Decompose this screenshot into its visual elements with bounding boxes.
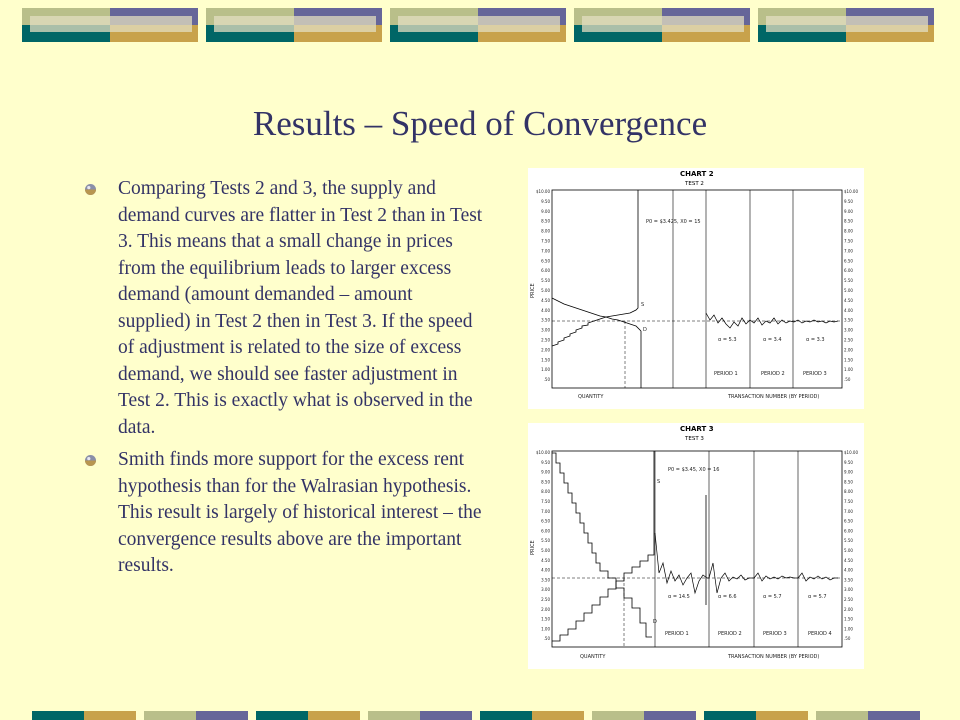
chart-y-tick-label: 4.50: [541, 297, 550, 303]
chart-curve-label: D: [653, 619, 657, 625]
chart-y-tick-label: 5.00: [541, 288, 550, 293]
chart-alpha-label: α = 3.4: [763, 337, 782, 343]
chart-x-label: TRANSACTION NUMBER (BY PERIOD): [728, 654, 820, 660]
bullet-list: [84, 176, 484, 586]
chart-2-figure: [528, 168, 864, 409]
chart-y-tick-label: $10.00: [536, 450, 550, 455]
chart-y-tick-label: 7.00: [541, 508, 550, 514]
chart-y-tick-label: 1.50: [541, 616, 550, 622]
bullet-item: [84, 447, 484, 580]
chart-y-tick-label: 6.50: [844, 258, 853, 264]
chart-y-tick-label: 1.50: [844, 357, 853, 363]
chart-curve-label: S: [657, 479, 661, 485]
chart-subtitle: TEST 2: [685, 181, 704, 187]
chart-3-image: [528, 423, 864, 669]
chart-title: CHART 3: [680, 425, 714, 433]
chart-y-tick-label: 9.50: [541, 459, 550, 465]
bullet-text: Smith finds more support for the excess rent hypothesis than for the Walrasian hypothesis. This result is largely of historical interest – the convergence results above are the important results.: [118, 449, 482, 576]
chart-equilibrium-label: P0 = $3.425, X0 = 15: [646, 219, 701, 225]
chart-y-tick-label: 5.00: [844, 288, 853, 293]
chart-period-label: PERIOD 2: [761, 371, 785, 377]
band-tile: [758, 8, 934, 42]
chart-y-tick-label: 9.50: [541, 198, 550, 204]
chart-y-tick-label: 9.00: [844, 208, 853, 214]
chart-y-tick-label: .50: [844, 636, 851, 642]
chart-y-tick-label: 5.50: [844, 278, 853, 284]
chart-equilibrium-label: P0 = $3.45, X0 = 16: [668, 467, 720, 473]
bullet-text: Comparing Tests 2 and 3, the supply and demand curves are flatter in Test 2 than in Test 3. This means that a small change in prices from the equilibrium leads to larger excess demand (amount demanded – amount supplied) in Test 2 then in Test 3. If the speed of adjustment is related to the size of excess demand, we should see faster adjustment in Test 2. This is exactly what is observed in the data.: [118, 178, 483, 438]
chart-y-tick-label: 4.50: [844, 557, 853, 563]
chart-y-tick-label: 8.00: [541, 228, 550, 234]
chart-y-tick-label: 2.00: [541, 347, 550, 353]
chart-y-tick-label: 2.50: [541, 337, 550, 343]
chart-y-tick-label: .50: [543, 377, 550, 383]
chart-alpha-label: α = 5.3: [718, 337, 737, 343]
chart-y-tick-label: 3.00: [541, 327, 550, 333]
chart-y-tick-label: 8.00: [844, 228, 853, 234]
chart-y-tick-label: 6.50: [541, 518, 550, 524]
top-decorative-band: [0, 0, 960, 46]
chart-y-tick-label: 7.50: [844, 499, 853, 504]
chart-y-tick-label: 3.00: [844, 327, 853, 333]
chart-y-tick-label: 2.00: [844, 347, 853, 353]
chart-y-tick-label: 7.50: [844, 238, 853, 244]
chart-y-tick-label: 9.50: [844, 459, 853, 465]
chart-y-tick-label: 6.50: [541, 258, 550, 264]
chart-y-tick-label: 4.50: [844, 297, 853, 303]
chart-y-tick-label: 6.50: [844, 518, 853, 524]
chart-y-tick-label: .50: [543, 636, 550, 642]
chart-period-label: PERIOD 1: [665, 631, 689, 637]
chart-subtitle: TEST 3: [685, 436, 704, 442]
chart-y-tick-label: $10.00: [536, 189, 550, 194]
chart-y-tick-label: 3.00: [541, 587, 550, 593]
chart-y-tick-label: 1.00: [844, 367, 853, 373]
chart-alpha-label: α = 6.6: [718, 594, 737, 600]
chart-y-tick-label: 8.50: [844, 218, 853, 224]
chart-alpha-label: α = 5.7: [808, 594, 827, 600]
chart-period-label: PERIOD 3: [803, 371, 827, 377]
sphere-bullet-icon: [84, 454, 97, 467]
bullet-item: [84, 176, 484, 441]
chart-y-tick-label: 6.00: [844, 268, 853, 274]
chart-x-label: QUANTITY: [578, 394, 604, 400]
chart-y-tick-label: 4.00: [541, 307, 550, 313]
chart-period-label: PERIOD 1: [714, 371, 738, 377]
chart-3-figure: [528, 423, 864, 669]
chart-x-label: TRANSACTION NUMBER (BY PERIOD): [728, 394, 820, 400]
chart-y-tick-label: 2.00: [541, 606, 550, 612]
chart-period-label: PERIOD 2: [718, 631, 742, 637]
chart-y-label: PRICE: [530, 283, 536, 298]
chart-y-tick-label: 5.50: [541, 538, 550, 544]
chart-y-tick-label: 3.00: [844, 587, 853, 593]
chart-y-tick-label: 5.00: [541, 548, 550, 553]
chart-y-tick-label: 4.00: [844, 567, 853, 573]
chart-alpha-label: α = 5.7: [763, 594, 782, 600]
chart-y-tick-label: 4.50: [541, 557, 550, 563]
chart-y-tick-label: 4.00: [844, 307, 853, 313]
chart-y-tick-label: 8.00: [844, 489, 853, 495]
chart-y-tick-label: 6.00: [541, 268, 550, 274]
chart-y-tick-label: 4.00: [541, 567, 550, 573]
chart-y-tick-label: 7.00: [844, 508, 853, 514]
chart-y-label: PRICE: [530, 540, 536, 555]
chart-y-tick-label: 2.50: [844, 337, 853, 343]
chart-y-tick-label: 5.50: [844, 538, 853, 544]
chart-y-tick-label: 2.50: [844, 597, 853, 602]
chart-y-tick-label: 2.50: [541, 597, 550, 602]
chart-alpha-label: α = 3.3: [806, 337, 825, 343]
chart-y-tick-label: 7.50: [541, 499, 550, 504]
band-tile: [22, 8, 198, 42]
chart-y-tick-label: 5.50: [541, 278, 550, 284]
band-tile: [206, 8, 382, 42]
chart-y-tick-label: 8.00: [541, 489, 550, 495]
chart-y-tick-label: 3.50: [541, 577, 550, 583]
chart-y-tick-label: 1.00: [844, 626, 853, 632]
chart-y-tick-label: 8.50: [541, 479, 550, 485]
band-tile: [574, 8, 750, 42]
chart-y-tick-label: 1.00: [541, 626, 550, 632]
chart-y-tick-label: 1.50: [541, 357, 550, 363]
chart-curve-label: S: [641, 302, 645, 308]
slide-title: Results – Speed of Convergence: [252, 104, 708, 143]
bottom-decorative-band: [0, 711, 960, 720]
chart-x-label: QUANTITY: [580, 654, 606, 660]
chart-y-tick-label: 7.50: [541, 238, 550, 244]
chart-curve-label: D: [643, 327, 647, 333]
chart-title: CHART 2: [680, 170, 714, 178]
chart-period-label: PERIOD 3: [763, 631, 787, 637]
chart-y-tick-label: 2.00: [844, 606, 853, 612]
chart-y-tick-label: 7.00: [541, 248, 550, 254]
chart-y-tick-label: 9.00: [844, 469, 853, 475]
chart-y-tick-label: 3.50: [844, 577, 853, 583]
sphere-bullet-icon: [84, 183, 97, 196]
chart-y-tick-label: 6.00: [541, 528, 550, 534]
chart-y-tick-label: 5.00: [844, 548, 853, 553]
chart-y-tick-label: 1.00: [541, 367, 550, 373]
chart-y-tick-label: 8.50: [541, 218, 550, 224]
chart-y-tick-label: 6.00: [844, 528, 853, 534]
chart-y-tick-label: 7.00: [844, 248, 853, 254]
chart-y-tick-label: $10.00: [844, 189, 858, 194]
chart-y-tick-label: 1.50: [844, 616, 853, 622]
chart-alpha-label: α = 14.5: [668, 594, 690, 600]
chart-y-tick-label: 3.50: [541, 317, 550, 323]
chart-y-tick-label: .50: [844, 377, 851, 383]
chart-y-tick-label: 8.50: [844, 479, 853, 485]
chart-y-tick-label: 3.50: [844, 317, 853, 323]
chart-y-tick-label: 9.50: [844, 198, 853, 204]
chart-period-label: PERIOD 4: [808, 631, 832, 637]
chart-y-tick-label: $10.00: [844, 450, 858, 455]
chart-y-tick-label: 9.00: [541, 208, 550, 214]
band-tile: [390, 8, 566, 42]
chart-2-image: [528, 168, 864, 409]
chart-y-tick-label: 9.00: [541, 469, 550, 475]
